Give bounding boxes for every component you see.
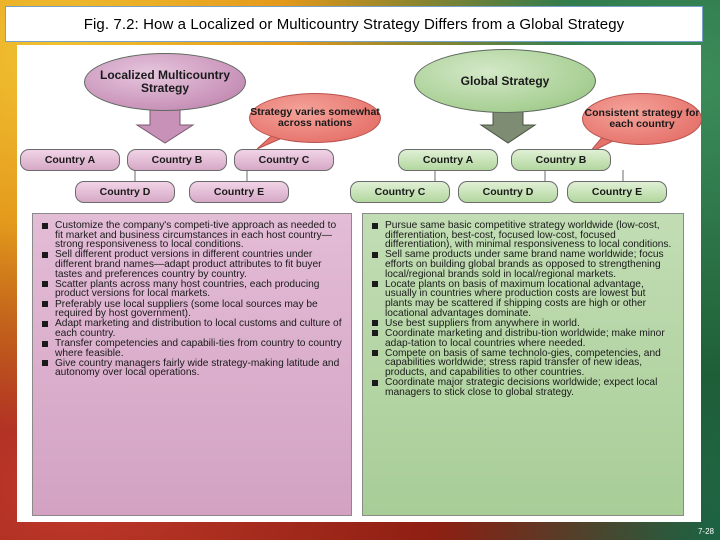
list-item: Pursue same basic competitive strategy worldwide (low-cost, differentiation, best-cost, focused low-cost, focused differentiation), with minimal responsiveness to local conditions. (371, 221, 675, 250)
right-country-a: Country A (398, 149, 498, 171)
list-item: Transfer competencies and capabili-ties from country to country where feasible. (41, 339, 343, 358)
left-country-e: Country E (189, 181, 289, 203)
list-item: Sell different product versions in different countries under different brand names—adapt product attributes to fit buyer tastes and preferences country by country. (41, 250, 343, 279)
list-item: Adapt marketing and distribution to local customs and culture of each country. (41, 319, 343, 338)
right-callout-bubble: Consistent strategy for each country (582, 93, 702, 145)
page-number: 7-28 (697, 527, 714, 536)
localized-strategy-oval: Localized Multicountry Strategy (84, 53, 246, 111)
list-item: Scatter plants across many host countries, each producing product versions for local markets. (41, 280, 343, 299)
right-country-d: Country D (458, 181, 558, 203)
right-down-arrow (481, 111, 535, 143)
list-item: Locate plants on basis of maximum locational advantage, usually in countries where production costs are lowest but plants may be scattered if shipping costs are high or other locational advantages dominate. (371, 280, 675, 318)
global-strategy-oval: Global Strategy (414, 49, 596, 113)
list-item: Customize the company's competi-tive approach as needed to fit market and business circumstances in each host country—strong responsiveness to local conditions. (41, 221, 343, 250)
list-item: Compete on basis of same technolo-gies, competencies, and capabilities worldwide; stress rapid transfer of new ideas, products, and capabilities to other countries. (371, 349, 675, 378)
left-country-d: Country D (75, 181, 175, 203)
list-item: Sell same products under same brand name worldwide; focus efforts on building global brands as opposed to strengthening local/regional brands sold in local/regional markets. (371, 250, 675, 279)
list-item: Coordinate major strategic decisions worldwide; expect local managers to stick close to global strategy. (371, 378, 675, 397)
left-country-c: Country C (234, 149, 334, 171)
left-country-a: Country A (20, 149, 120, 171)
list-item: Preferably use local suppliers (some local sources may be required by host government). (41, 300, 343, 319)
strategy-comparison-figure (17, 45, 701, 522)
right-country-b: Country B (511, 149, 611, 171)
list-item: Use best suppliers from anywhere in world. (371, 319, 675, 329)
left-country-b: Country B (127, 149, 227, 171)
left-down-arrow (137, 109, 193, 143)
slide-title: Fig. 7.2: How a Localized or Multicountry Strategy Differs from a Global Strategy (5, 6, 703, 42)
left-callout-bubble: Strategy varies somewhat across nations (249, 93, 381, 143)
list-item: Give country managers fairly wide strategy-making latitude and autonomy over local operations. (41, 359, 343, 378)
localized-strategy-panel (32, 213, 352, 516)
global-strategy-panel (362, 213, 684, 516)
right-country-e: Country E (567, 181, 667, 203)
list-item: Coordinate marketing and distribu-tion worldwide; make minor adap-tation to local countries where needed. (371, 329, 675, 348)
right-country-c: Country C (350, 181, 450, 203)
